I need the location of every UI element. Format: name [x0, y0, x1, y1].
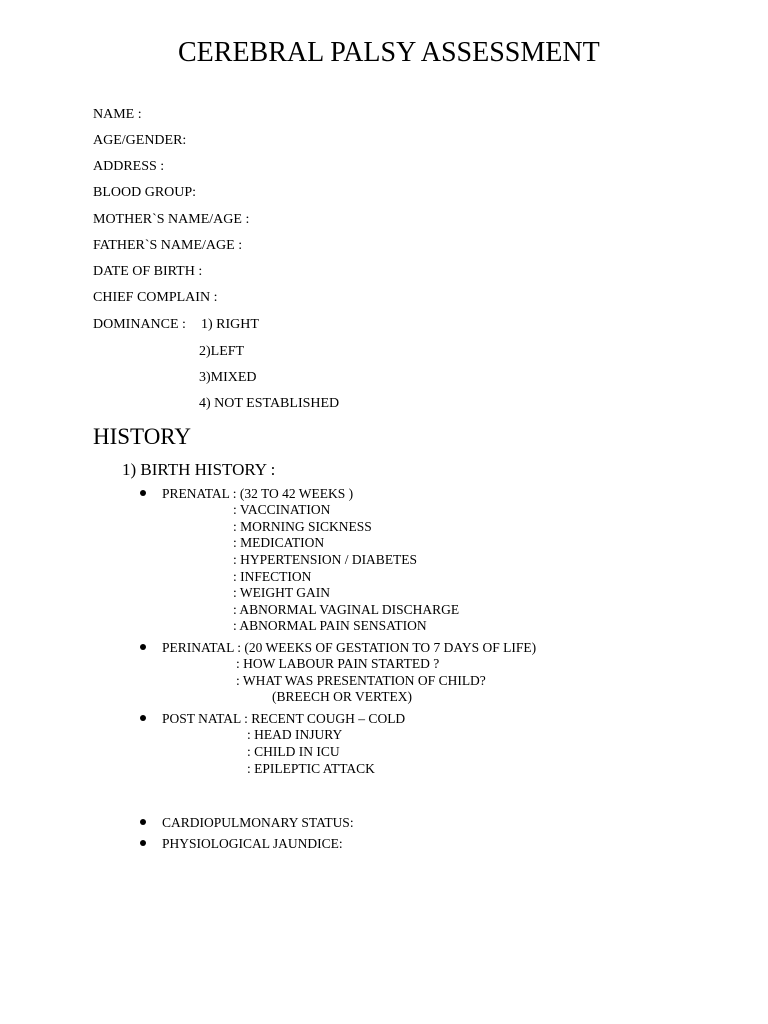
bullet-icon — [140, 840, 146, 846]
dominance-option-right: 1) RIGHT — [201, 317, 259, 332]
prenatal-item-weight-gain: : WEIGHT GAIN — [233, 585, 330, 600]
prenatal-item-infection: : INFECTION — [233, 569, 312, 584]
father-name-age-field-label: FATHER`S NAME/AGE : — [93, 238, 243, 253]
dominance-option-not-established: 4) NOT ESTABLISHED — [199, 396, 340, 411]
postnatal-label: POST NATAL : RECENT COUGH – COLD — [162, 711, 406, 726]
postnatal-item-child-in-icu: : CHILD IN ICU — [247, 744, 340, 759]
prenatal-item-morning-sickness: : MORNING SICKNESS — [233, 519, 372, 534]
bullet-icon — [140, 819, 146, 825]
prenatal-item-abnormal-pain-sensation: : ABNORMAL PAIN SENSATION — [233, 618, 427, 633]
prenatal-label: PRENATAL : (32 TO 42 WEEKS ) — [162, 486, 354, 501]
dominance-option-mixed: 3)MIXED — [199, 370, 257, 385]
chief-complain-field-label: CHIEF COMPLAIN : — [93, 290, 218, 305]
page-title: CEREBRAL PALSY ASSESSMENT — [178, 37, 600, 68]
postnatal-item-head-injury: : HEAD INJURY — [247, 727, 343, 742]
prenatal-item-hypertension-diabetes: : HYPERTENSION / DIABETES — [233, 552, 418, 567]
cardiopulmonary-status-label: CARDIOPULMONARY STATUS: — [162, 815, 354, 830]
prenatal-item-vaccination: : VACCINATION — [233, 502, 331, 517]
perinatal-item-presentation: : WHAT WAS PRESENTATION OF CHILD? — [236, 673, 486, 688]
perinatal-item-breech-vertex: (BREECH OR VERTEX) — [272, 689, 412, 704]
bullet-icon — [140, 490, 146, 496]
age-gender-field-label: AGE/GENDER: — [93, 133, 187, 148]
bullet-icon — [140, 715, 146, 721]
dominance-field-label: DOMINANCE : — [93, 317, 186, 332]
bullet-icon — [140, 644, 146, 650]
perinatal-label: PERINATAL : (20 WEEKS OF GESTATION TO 7 DAYS OF LIFE) — [162, 640, 537, 655]
mother-name-age-field-label: MOTHER`S NAME/AGE : — [93, 212, 250, 227]
dominance-option-left: 2)LEFT — [199, 344, 245, 359]
perinatal-item-labour-pain: : HOW LABOUR PAIN STARTED ? — [236, 656, 440, 671]
history-heading: HISTORY — [93, 424, 191, 449]
date-of-birth-field-label: DATE OF BIRTH : — [93, 264, 203, 279]
blood-group-field-label: BLOOD GROUP: — [93, 185, 197, 200]
prenatal-item-medication: : MEDICATION — [233, 535, 325, 550]
physiological-jaundice-label: PHYSIOLOGICAL JAUNDICE: — [162, 836, 343, 851]
prenatal-item-abnormal-vaginal-discharge: : ABNORMAL VAGINAL DISCHARGE — [233, 602, 460, 617]
postnatal-item-epileptic-attack: : EPILEPTIC ATTACK — [247, 761, 375, 776]
birth-history-heading: 1) BIRTH HISTORY : — [122, 460, 276, 479]
address-field-label: ADDRESS : — [93, 159, 165, 174]
name-field-label: NAME : — [93, 107, 142, 122]
